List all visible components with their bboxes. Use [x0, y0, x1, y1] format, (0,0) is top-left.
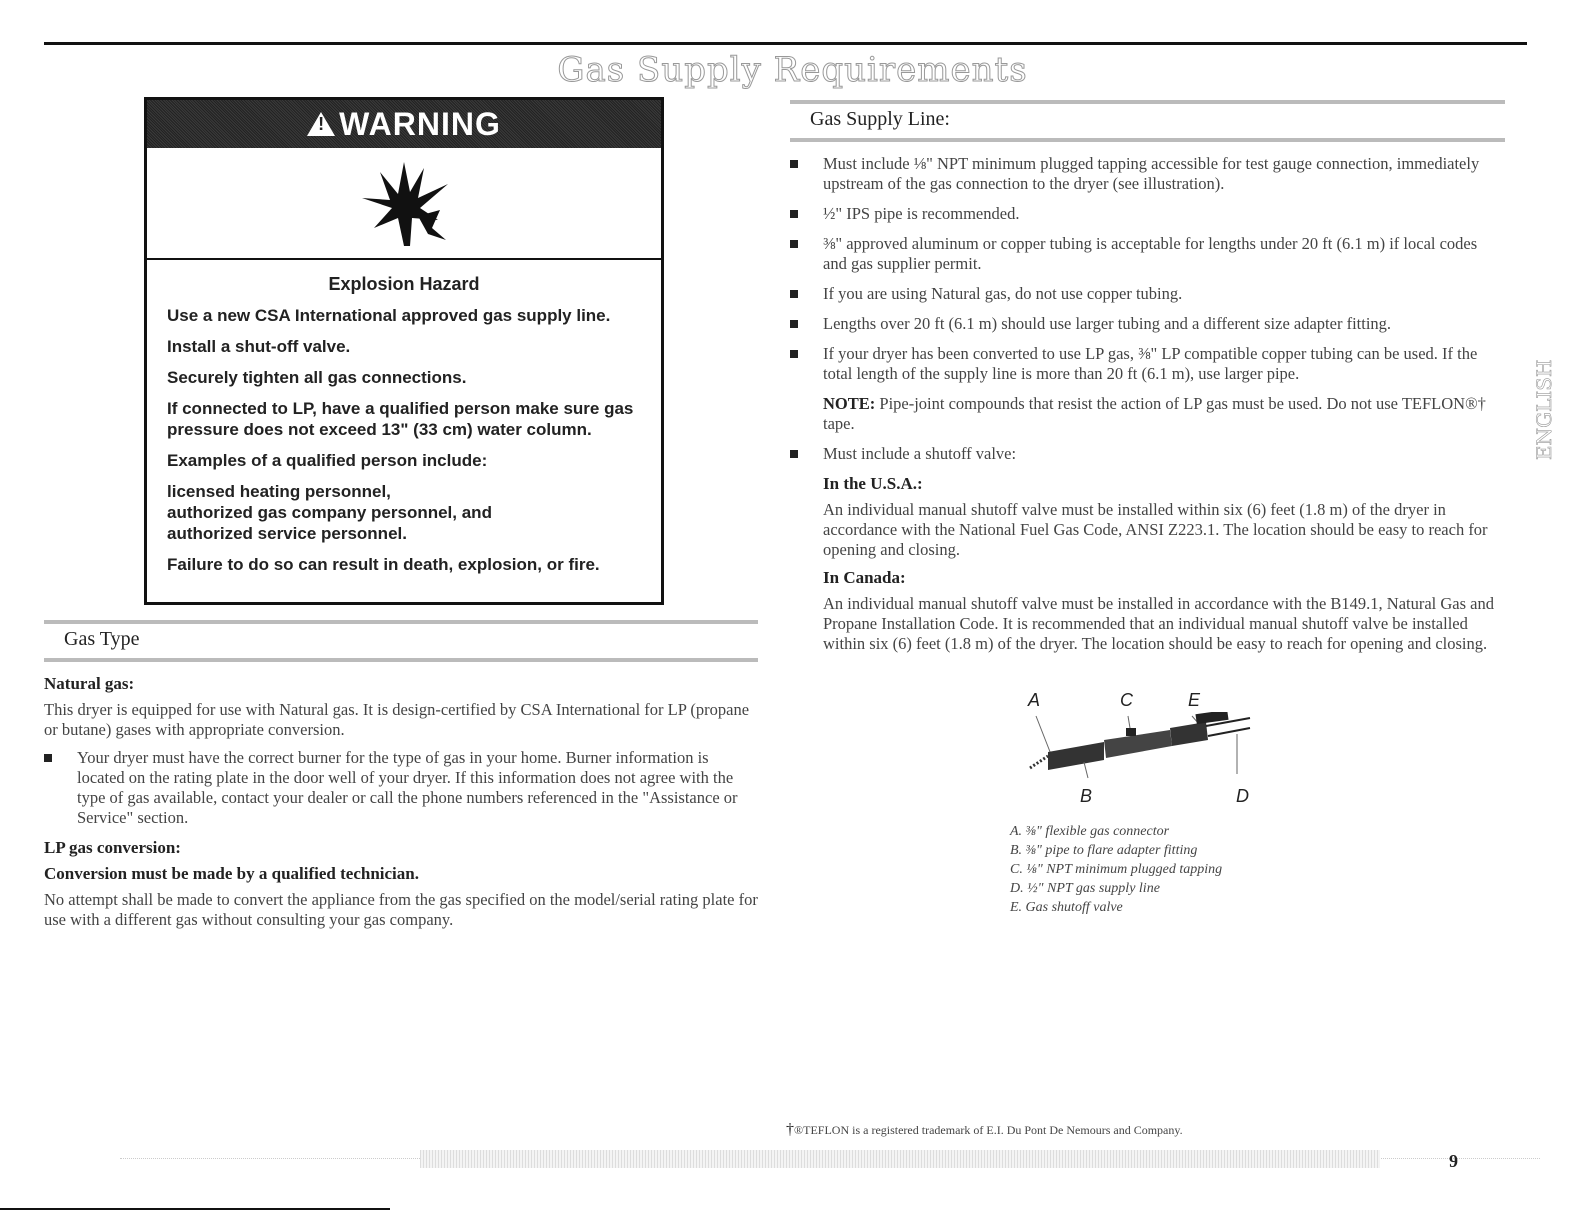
warning-header [147, 100, 661, 148]
bottom-rule [0, 1208, 390, 1210]
natural-gas-text: This dryer is equipped for use with Natural gas. It is design-certified by CSA International for LP (propane or butane) gases with appropriate conversion. [44, 700, 750, 739]
bottom-band [420, 1150, 1380, 1168]
hazard-title: Explosion Hazard [328, 274, 480, 294]
warning-box [144, 97, 664, 605]
burner-bullet: Your dryer must have the correct burner for the type of gas in your home. Burner information is located on the rating plate in the door well of your dryer. If this information does not agree with the type of gas available, contact your dealer or call the phone numbers referenced in the "Assistance or Service" section. [44, 748, 758, 828]
footnote [786, 1121, 1183, 1139]
usa-text: An individual manual shutoff valve must be installed within six (6) feet (1.8 m) of the dryer in accordance with the National Fuel Gas Code, ANSI Z223.1. The location should be easy to reach for opening and closing. [823, 500, 1488, 559]
gas-type-section [44, 674, 758, 938]
figure-label-b: B [1080, 786, 1093, 806]
explosion-icon [147, 148, 661, 260]
example-item: authorized service personnel. [167, 524, 407, 543]
warning-line: Install a shut-off valve. [167, 337, 351, 356]
note [790, 394, 1505, 434]
supply-bullet: If you are using Natural gas, do not use copper tubing. [790, 284, 1505, 304]
legend-item: B. ⅜" pipe to flare adapter fitting [1010, 843, 1198, 858]
gas-type-heading-bar [44, 620, 758, 662]
supply-bullet: Lengths over 20 ft (6.1 m) should use larger tubing and a different size adapter fitting. [790, 314, 1505, 334]
note-text: Pipe-joint compounds that resist the action of LP gas must be used. Do not use TEFLON®† tape. [823, 394, 1486, 433]
supply-line-heading: Gas Supply Line: [810, 108, 950, 130]
warning-triangle-icon [307, 112, 335, 136]
warning-line: Use a new CSA International approved gas supply line. [167, 306, 611, 325]
legend-item: A. ⅜" flexible gas connector [1010, 824, 1170, 839]
figure-label-d: D [1236, 786, 1249, 806]
supply-line-section [790, 154, 1505, 662]
lp-conversion-subtitle: Conversion must be made by a qualified technician. [44, 864, 419, 883]
figure-label-e: E [1188, 690, 1201, 710]
legend-item: D. ½" NPT gas supply line [1010, 881, 1160, 896]
usa-title: In the U.S.A.: [823, 474, 923, 493]
lp-conversion-title: LP gas conversion: [44, 838, 181, 857]
canada-text: An individual manual shutoff valve must be installed in accordance with the B149.1, Natural Gas and Propane Installation Code. It is recommended that an individual manual shutoff valve be installed within six (6) feet (1.8 m) of the dryer. The location should be easy to reach for opening and closing. [823, 594, 1494, 653]
warning-line: Securely tighten all gas connections. [167, 368, 467, 387]
language-side-tab: ENGLISH [1532, 359, 1556, 461]
example-item: licensed heating personnel, [167, 482, 391, 501]
figure-legend [1010, 822, 1222, 917]
legend-item: E. Gas shutoff valve [1010, 900, 1123, 915]
supply-bullet: Must include ⅛" NPT minimum plugged tapping accessible for test gauge connection, immediately upstream of the gas connection to the dryer (see illustration). [790, 154, 1505, 194]
supply-bullet: ½" IPS pipe is recommended. [790, 204, 1505, 224]
gas-connection-illustration [1000, 690, 1290, 810]
failure-warning: Failure to do so can result in death, explosion, or fire. [167, 555, 600, 574]
page-title: Gas Supply Requirements [557, 50, 1028, 90]
supply-line-heading-bar [790, 100, 1505, 142]
supply-bullet: If your dryer has been converted to use LP gas, ⅜" LP compatible copper tubing can be used. If the total length of the supply line is more than 20 ft (6.1 m), use larger pipe. [790, 344, 1505, 384]
warning-header-label: WARNING [339, 105, 501, 142]
dagger-mark: † [786, 1121, 794, 1138]
figure-label-c: C [1120, 690, 1133, 710]
note-label: NOTE: [823, 394, 876, 413]
pipe-drawing [1000, 712, 1290, 782]
top-rule [44, 42, 1527, 45]
shutoff-bullet: Must include a shutoff valve: [790, 444, 1505, 464]
lp-conversion-text: No attempt shall be made to convert the appliance from the gas specified on the model/serial rating plate for use with a different gas without consulting your gas company. [44, 890, 758, 929]
gas-type-heading: Gas Type [64, 628, 140, 650]
supply-bullet: ⅜" approved aluminum or copper tubing is acceptable for lengths under 20 ft (6.1 m) if local codes and gas supplier permit. [790, 234, 1505, 274]
warning-line: If connected to LP, have a qualified person make sure gas pressure does not exceed 13" (33 cm) water column. [167, 399, 634, 439]
canada-title: In Canada: [823, 568, 906, 587]
footnote-text: ®TEFLON is a registered trademark of E.I. Du Pont De Nemours and Company. [794, 1123, 1183, 1137]
figure-label-a: A [1028, 690, 1041, 710]
examples-title: Examples of a qualified person include: [167, 451, 488, 470]
page-number: 9 [1449, 1151, 1458, 1171]
example-item: authorized gas company personnel, and [167, 503, 492, 522]
legend-item: C. ⅛" NPT minimum plugged tapping [1010, 862, 1223, 877]
natural-gas-title: Natural gas: [44, 674, 135, 693]
